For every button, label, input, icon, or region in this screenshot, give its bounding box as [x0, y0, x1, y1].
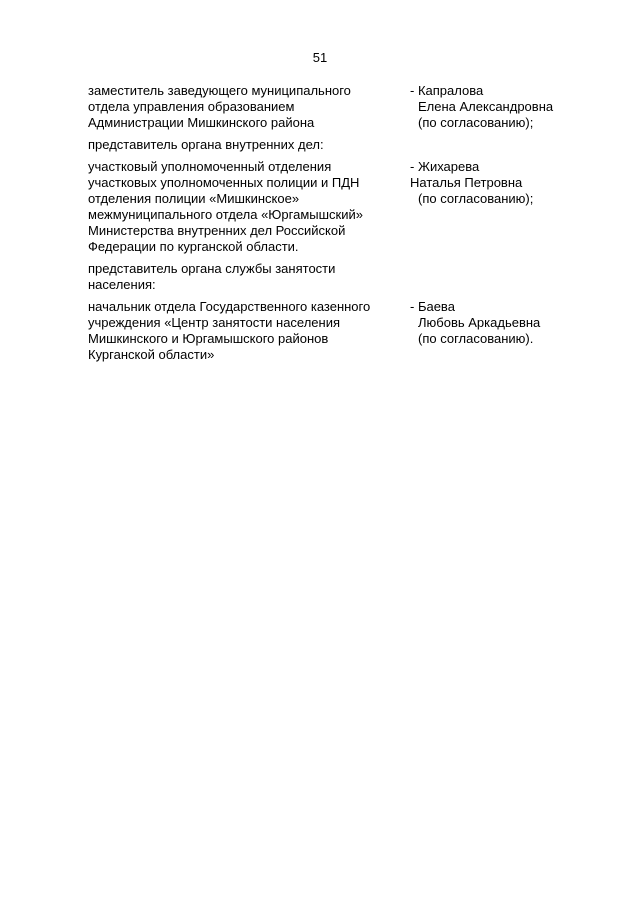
member-row — [88, 159, 568, 255]
position-text: участковый уполномоченный отделения участковых уполномоченных полиции и ПДН отделения полиции «Мишкинское» межмуниципального отдела «Юргамышский» Министерства внутренних дел Российской Федерации по курганской области. — [88, 159, 363, 254]
document-body — [88, 83, 568, 369]
section-heading: представитель органа внутренних дел: — [88, 137, 324, 152]
page-number: 51 — [312, 50, 328, 65]
person-name: - Жихарева Наталья Петровна (по согласованию); — [410, 159, 534, 206]
person-name: - Капралова Елена Александровна (по согласованию); — [410, 83, 554, 130]
section-heading: представитель органа службы занятости населения: — [88, 261, 336, 292]
position-text: заместитель заведующего муниципального отдела управления образованием Администрации Мишкинского района — [88, 83, 351, 130]
member-row — [88, 83, 568, 131]
member-row — [88, 299, 568, 363]
person-name: - Баева Любовь Аркадьевна (по согласованию). — [410, 299, 541, 346]
position-text: начальник отдела Государственного казенного учреждения «Центр занятости населения Мишкинского и Юргамышского районов Курганской области» — [88, 299, 371, 362]
